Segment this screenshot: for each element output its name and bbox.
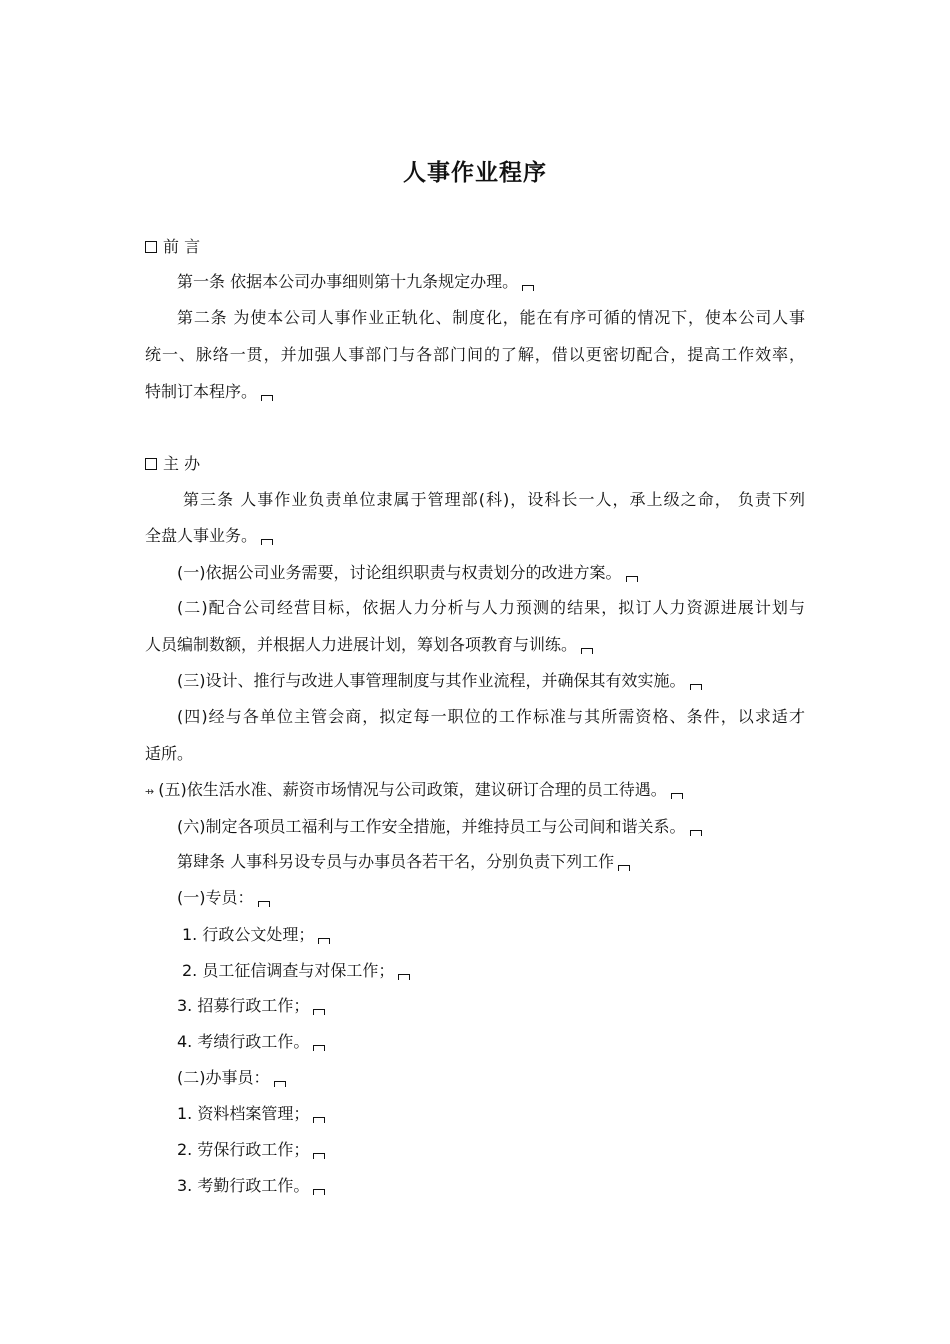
article-4: 第肆条 人事科另设专员与办事员各若干名，分别负责下列工作 (177, 851, 630, 873)
paragraph-mark-icon (261, 539, 273, 545)
paragraph-mark-icon (313, 1117, 325, 1123)
paragraph-mark-icon (398, 974, 410, 980)
paragraph-mark-icon (318, 938, 330, 944)
article-3-line-2: 全盘人事业务。 (145, 525, 273, 547)
paragraph-mark-icon (313, 1189, 325, 1195)
item-4-line-1: (四)经与各单位主管会商，拟定每一职位的工作标准与其所需资格、条件，以求适才 (177, 707, 805, 726)
list-marker-icon: ⇸ (145, 785, 155, 798)
section-heading-preface: 前 言 (145, 236, 200, 258)
specialist-heading: (一)专员： (177, 887, 270, 909)
article-2-line-1: 第二条 为使本公司人事作业正轨化、制度化，能在有序可循的情况下，使本公司人事 (177, 308, 805, 327)
paragraph-mark-icon (618, 865, 630, 871)
item-6: (六)制定各项员工福利与工作安全措施，并维持员工与公司间和谐关系。 (177, 816, 702, 838)
item-3: (三)设计、推行与改进人事管理制度与其作业流程，并确保其有效实施。 (177, 670, 702, 692)
paragraph-mark-icon (690, 830, 702, 836)
clerk-item-3: 3. 考勤行政工作。 (177, 1175, 325, 1197)
document-title: 人事作业程序 (403, 160, 547, 186)
item-1: (一)依据公司业务需要，讨论组织职责与权责划分的改进方案。 (177, 562, 638, 584)
paragraph-mark-icon (313, 1045, 325, 1051)
clerk-item-2: 2. 劳保行政工作； (177, 1139, 325, 1161)
paragraph-mark-icon (671, 793, 683, 799)
paragraph-mark-icon (522, 285, 534, 291)
paragraph-mark-icon (626, 576, 638, 582)
item-2-line-1: (二)配合公司经营目标，依据人力分析与人力预测的结果，拟订人力资源进展计划与 (177, 598, 805, 617)
specialist-item-3: 3. 招募行政工作； (177, 995, 325, 1017)
article-2-line-3: 特制订本程序。 (145, 381, 273, 403)
paragraph-mark-icon (581, 648, 593, 654)
clerk-item-1: 1. 资料档案管理； (177, 1103, 325, 1125)
item-4-line-2: 适所。 (145, 744, 194, 763)
paragraph-mark-icon (258, 901, 270, 907)
paragraph-mark-icon (261, 395, 273, 401)
paragraph-mark-icon (274, 1081, 286, 1087)
checkbox-square-icon (145, 458, 157, 470)
article-2-line-2: 统一、脉络一贯，并加强人事部门与各部门间的了解，借以更密切配合，提高工作效率， (145, 345, 805, 364)
paragraph-mark-icon (690, 684, 702, 690)
paragraph-mark-icon (313, 1009, 325, 1015)
clerk-heading: (二)办事员： (177, 1067, 286, 1089)
item-2-line-2: 人员编制数额，并根据人力进展计划，筹划各项教育与训练。 (145, 634, 593, 656)
specialist-item-2: 2. 员工征信调查与对保工作； (182, 960, 410, 982)
article-1: 第一条 依据本公司办事细则第十九条规定办理。 (177, 271, 534, 293)
article-3-line-1: 第三条 人事作业负责单位隶属于管理部(科)，设科长一人，承上级之命， 负责下列 (183, 490, 805, 509)
checkbox-square-icon (145, 241, 157, 253)
specialist-item-4: 4. 考绩行政工作。 (177, 1031, 325, 1053)
specialist-item-1: 1. 行政公文处理； (182, 924, 330, 946)
section-heading-organizer: 主 办 (145, 453, 200, 475)
paragraph-mark-icon (313, 1153, 325, 1159)
item-5: ⇸ (五)依生活水准、薪资市场情况与公司政策，建议研订合理的员工待遇。 (145, 779, 683, 803)
